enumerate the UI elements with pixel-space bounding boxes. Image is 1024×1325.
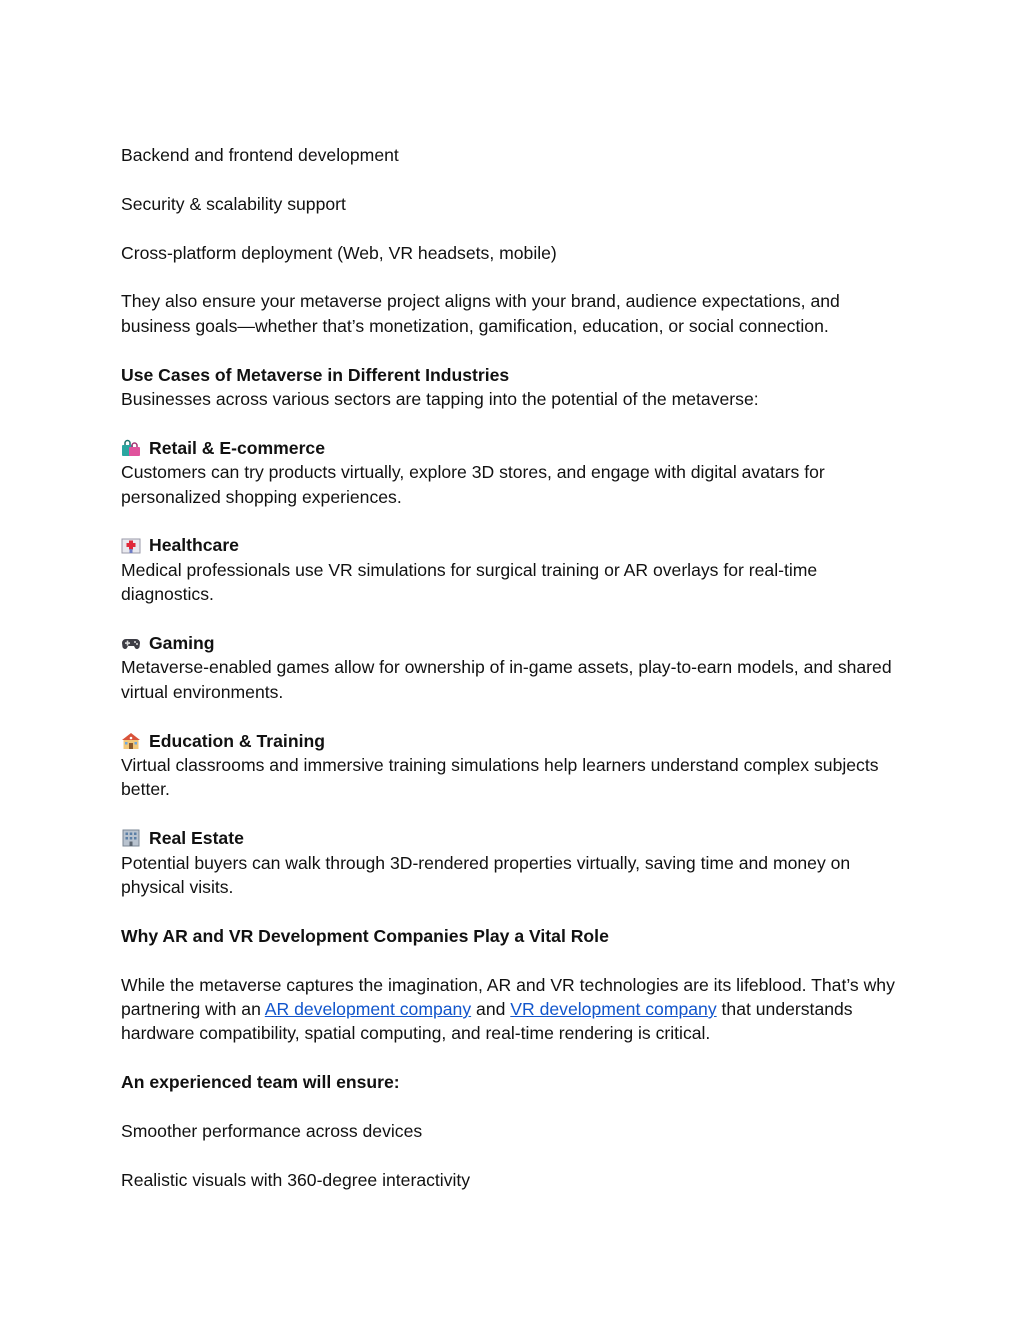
game-controller-icon [121,634,141,652]
use-case-real-estate [121,826,911,899]
use-case-healthcare [121,533,911,606]
vr-development-link[interactable]: VR development company [510,999,717,1020]
team-heading: An experienced team will ensure: [121,1072,400,1093]
use-case-text: Customers can try products virtually, explore 3D stores, and engage with digital avatars for personalized shopping experiences. [121,462,825,507]
ar-development-link[interactable]: AR development company [264,999,472,1020]
why-heading: Why AR and VR Development Companies Play a Vital Role [121,925,609,946]
use-case-text: Metaverse-enabled games allow for ownership of in-game assets, play-to-earn models, and shared virtual environments. [121,657,892,702]
use-case-text: Potential buyers can walk through 3D-rendered properties virtually, saving time and money on physical visits. [121,852,851,898]
office-building-icon [121,829,141,847]
brand-paragraph: They also ensure your metaverse project aligns with your brand, audience expectations, and business goals—whether that’s monetization, gamification, education, or social connection. [121,291,840,336]
list-item: Cross-platform deployment (Web, VR headsets, mobile) [121,242,557,263]
why-text-before: While the metaverse captures the imagination, AR and VR technologies are its lifeblood. That’s why partnering with an [121,974,895,1020]
use-case-title: Education & Training [149,730,325,751]
why-text-and: and [471,999,511,1020]
use-case-title: Healthcare [149,535,239,556]
hospital-icon [121,536,141,554]
use-cases-intro: Businesses across various sectors are tapping into the potential of the metaverse: [121,389,759,409]
use-case-education [121,729,911,802]
list-item: Smoother performance across devices [121,1121,423,1142]
why-text-after: that understands hardware compatibility, spatial computing, and real-time rendering is critical. [121,999,853,1044]
shopping-bags-icon [121,439,141,457]
why-paragraph [121,973,911,1046]
use-cases-heading: Use Cases of Metaverse in Different Industries [121,364,510,385]
list-item: Backend and frontend development [121,145,399,165]
list-item: Realistic visuals with 360-degree interactivity [121,1169,471,1190]
use-case-title: Real Estate [149,828,244,849]
use-case-title: Retail & E-commerce [149,437,326,458]
use-case-gaming [121,631,911,704]
school-icon [121,732,141,750]
use-case-retail [121,436,911,509]
use-case-text: Virtual classrooms and immersive training simulations help learners understand complex subjects better. [121,755,879,800]
use-case-text: Medical professionals use VR simulations for surgical training or AR overlays for real-time diagnostics. [121,559,818,605]
list-item: Security & scalability support [121,193,346,214]
document-page [121,143,911,1192]
use-case-title: Gaming [149,633,215,654]
